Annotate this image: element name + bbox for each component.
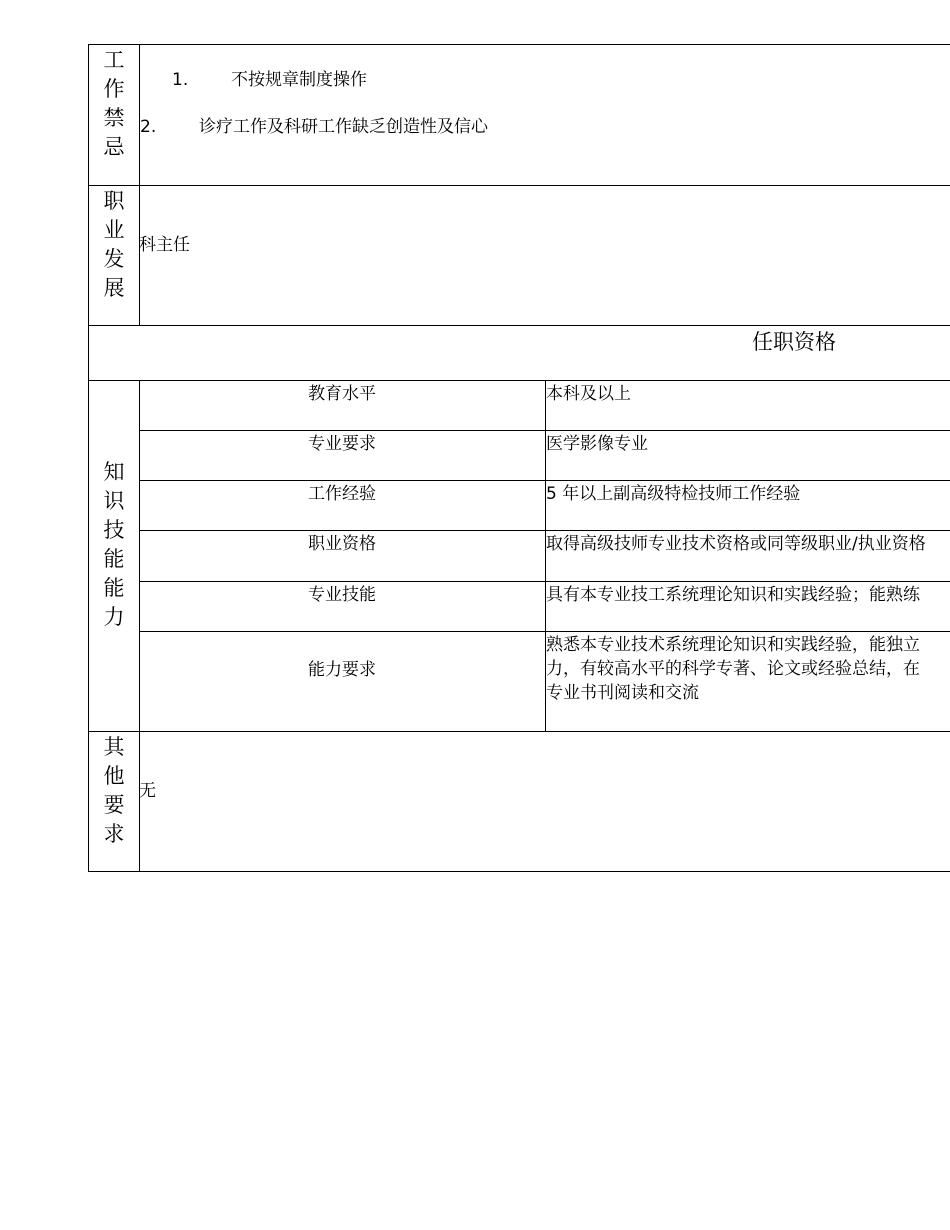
table-border-top [88, 44, 950, 45]
label-column-divider [139, 44, 140, 325]
ability-requirements-name: 能力要求 [308, 660, 376, 680]
major-requirement-name: 专业要求 [308, 434, 376, 454]
work-experience-value: 5 年以上副高级特检技师工作经验 [546, 484, 801, 504]
other-requirements-label: 其 他 要 求 [103, 735, 125, 846]
professional-skills-name: 专业技能 [308, 585, 376, 605]
professional-qualification-value: 取得高级技师专业技术资格或同等级职业/执业资格 [546, 534, 926, 554]
prohibition-item-1-text: 不按规章制度操作 [231, 70, 367, 90]
other-requirements-text: 无 [139, 781, 156, 801]
work-experience-name: 工作经验 [308, 484, 376, 504]
career-development-label: 职 业 发 展 [103, 189, 125, 300]
row-divider [88, 185, 950, 186]
table-border-bottom [88, 871, 950, 872]
career-development-text: 科主任 [139, 235, 190, 255]
professional-qualification-name: 职业资格 [308, 534, 376, 554]
table-border-left [88, 44, 89, 872]
ability-requirements-value: 熟悉本专业技术系统理论知识和实践经验，能独立 力，有较高水平的科学专著、论文或经验总结，在 专业书刊阅读和交流 [546, 635, 920, 703]
row-divider [88, 731, 950, 732]
work-prohibitions-label: 工 作 禁 忌 [103, 48, 125, 159]
knowledge-skills-label: 知 识 技 能 能 力 [103, 460, 125, 629]
professional-skills-value: 具有本专业技工系统理论知识和实践经验；能熟练 [546, 585, 920, 605]
job-description-table [88, 44, 950, 872]
row-divider [88, 380, 950, 381]
major-requirement-value: 医学影像专业 [546, 434, 648, 454]
prohibition-item-2-text: 诊疗工作及科研工作缺乏创造性及信心 [199, 117, 488, 137]
prohibition-item-2-number: 2. [140, 117, 157, 137]
qualifications-heading: 任职资格 [752, 330, 836, 354]
education-level-value: 本科及以上 [546, 384, 631, 404]
row-divider [88, 325, 950, 326]
prohibition-item-1-number: 1. [172, 70, 189, 90]
education-level-name: 教育水平 [308, 384, 376, 404]
